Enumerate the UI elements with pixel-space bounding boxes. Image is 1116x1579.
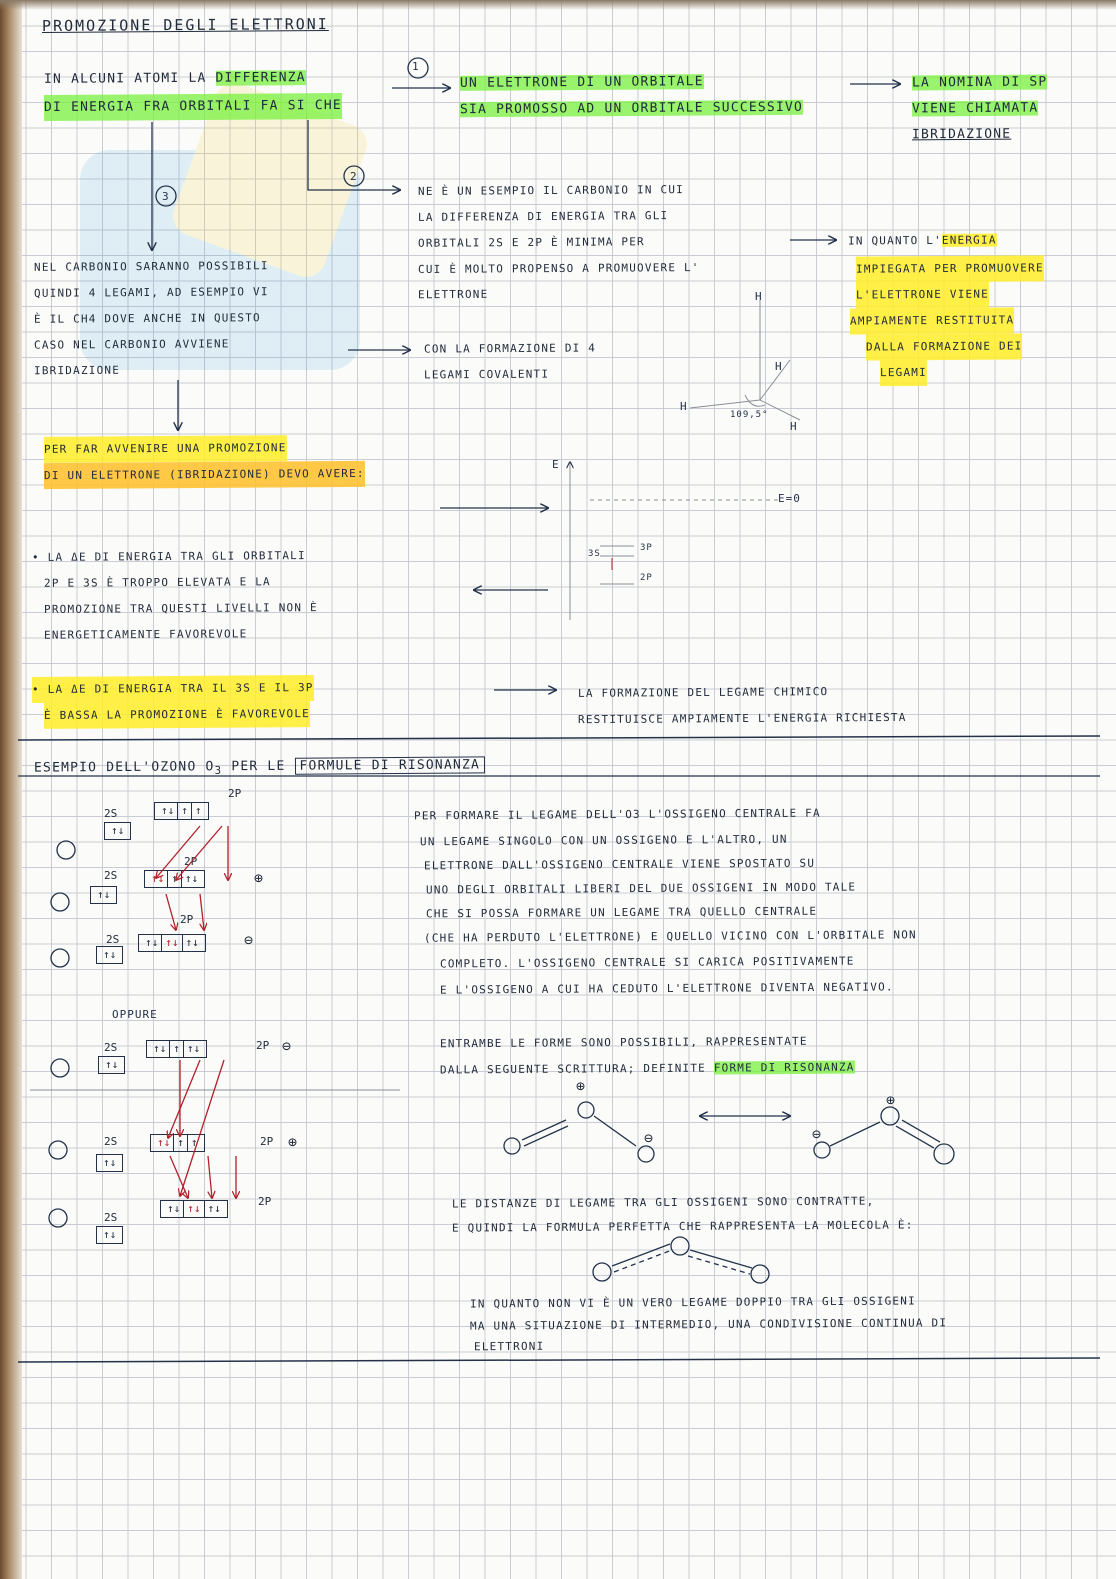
orbital-2s-box-b xyxy=(90,886,117,904)
promoted-line-1 xyxy=(460,69,704,97)
named-line-1 xyxy=(912,70,1048,97)
bottom-divider xyxy=(18,1358,1100,1362)
carbon-line-1: NE È UN ESEMPIO IL CARBONIO IN CUI xyxy=(417,183,685,198)
bonds-line-5: IBRIDAZIONE xyxy=(33,363,121,378)
orbital-2s-pair-c: ↑↓ xyxy=(103,948,117,961)
axis-e0-label: E=0 xyxy=(778,492,801,505)
resonance-b-minus-icon: ⊖ xyxy=(812,1125,822,1143)
orbital-2s-pair-a: ↑↓ xyxy=(111,824,125,837)
named-line-3: IBRIDAZIONE xyxy=(911,126,1012,143)
level-3p-label: 3P xyxy=(640,543,653,553)
orbital-2p-box-f xyxy=(160,1200,228,1218)
oxygen-atom-1-circle xyxy=(57,841,75,859)
orbital-2s-pair-d: ↑↓ xyxy=(105,1058,119,1071)
intro-line-1 xyxy=(44,65,306,93)
energy-line-5: DALLA FORMAZIONE DEI xyxy=(866,333,1023,360)
ozone-p4-line-3: ELETTRONI xyxy=(473,1339,545,1354)
bonds-line-3: È IL CH4 DOVE ANCHE IN QUESTO xyxy=(33,311,261,326)
bonds-line-1: NEL CARBONIO SARANNO POSSIBILI xyxy=(33,259,269,274)
ozone-p1-line-3: ELETTRONE DALL'OSSIGENO CENTRALE VIENE SPOSTATO SU xyxy=(423,856,816,873)
orbital-2p-b-2: ↑ xyxy=(167,871,181,887)
ozone-p1-line-1: PER FORMARE IL LEGAME DELL'O3 L'OSSIGENO CENTRALE FA xyxy=(413,806,821,823)
orbital-2p-label-e: 2P xyxy=(260,1135,274,1148)
oxygen-atom-2-circle xyxy=(51,893,69,911)
energy-diagram xyxy=(570,462,780,620)
orbital-2p-f-2: ↑↓ xyxy=(183,1201,203,1217)
plus-charge-icon: ⊕ xyxy=(254,869,264,887)
ch4-sketch xyxy=(690,300,800,420)
carbon-line-4: CUI È MOLTO PROPENSO A PROMUOVERE L' xyxy=(417,261,700,276)
ozone-heading xyxy=(34,752,485,785)
named-line-2 xyxy=(912,96,1039,123)
energy-line-1-pre: IN QUANTO L' xyxy=(847,233,942,248)
ozone-p4-line-2: MA UNA SITUAZIONE DI INTERMEDIO, UNA CONDIVISIONE CONTINUA DI xyxy=(469,1316,948,1333)
orbital-2s-box-c xyxy=(96,946,123,964)
ozone-p1-line-2: UN LEGAME SINGOLO CON UN OSSIGENO E L'ALTRO, UN xyxy=(419,832,788,849)
bullet-1-line-4: ENERGETICAMENTE FAVOREVOLE xyxy=(43,627,248,642)
step-1-number: 1 xyxy=(412,60,420,73)
ch4-h-left: H xyxy=(680,400,688,413)
section-divider xyxy=(18,736,1100,740)
ozone-p4-line-1: IN QUANTO NON VI È UN VERO LEGAME DOPPIO TRA GLI OSSIGENI xyxy=(469,1294,916,1311)
minus-charge-icon: ⊖ xyxy=(244,931,254,949)
orbital-2p-d-2: ↑ xyxy=(169,1041,183,1057)
ch4-h-upper-right: H xyxy=(775,360,783,373)
promoted-line-2 xyxy=(460,95,803,123)
covalent-line-2: LEGAMI COVALENTI xyxy=(423,367,550,382)
ozone-heading-pre: ESEMPIO DELL'OZONO O xyxy=(33,759,215,776)
orbital-2s-label-e: 2S xyxy=(104,1135,118,1148)
plus-charge-icon-e: ⊕ xyxy=(288,1133,298,1151)
level-3s-label: 3S xyxy=(588,549,601,559)
orbital-2p-label-f: 2P xyxy=(258,1195,272,1208)
resonance-b-plus-icon: ⊕ xyxy=(886,1091,896,1109)
orbital-2p-c-3: ↑↓ xyxy=(182,935,202,951)
ozone-p1-line-4: UNO DEGLI ORBITALI LIBERI DEL DUE OSSIGENI IN MODO TALE xyxy=(425,880,857,897)
oppure-label: OPPURE xyxy=(112,1008,158,1021)
ozone-p2-line-1: ENTRAMBE LE FORME SONO POSSIBILI, RAPPRESENTATE xyxy=(439,1034,808,1051)
minus-charge-icon-d: ⊖ xyxy=(282,1037,292,1055)
orbital-2s-label-a: 2S xyxy=(104,807,118,820)
ozone-p2-line-2-pre: DALLA SEGUENTE SCRITTURA; DEFINITE xyxy=(439,1061,714,1077)
orbital-2s-box-d xyxy=(98,1056,125,1074)
intro-highlight: DIFFERENZA xyxy=(215,70,306,86)
orbital-2p-box-c xyxy=(138,934,206,952)
orbital-2s-box-a xyxy=(104,822,131,840)
page-title: PROMOZIONE DEGLI ELETTRONI xyxy=(41,14,329,36)
orbital-2p-label-a: 2P xyxy=(228,787,242,800)
resonance-a-plus-icon: ⊕ xyxy=(576,1077,586,1095)
bullet-1-line-3: PROMOZIONE TRA QUESTI LIVELLI NON È xyxy=(43,601,318,616)
intro-line-2: DI ENERGIA FRA ORBITALI FA SI CHE xyxy=(44,93,342,121)
ozone-p3-line-1: LE DISTANZE DI LEGAME TRA GLI OSSIGENI SONO CONTRATTE, xyxy=(451,1194,875,1211)
step-3-number: 3 xyxy=(162,190,170,203)
orbital-2p-a-1: ↑↓ xyxy=(161,804,175,817)
orbital-2p-b-1: ↑↓ xyxy=(151,872,165,885)
orbital-2s-pair-b: ↑↓ xyxy=(97,888,111,901)
orbital-2p-d-3: ↑↓ xyxy=(183,1041,203,1057)
ozone-p1-line-8: E L'OSSIGENO A CUI HA CEDUTO L'ELETTRONE DIVENTA NEGATIVO. xyxy=(439,980,894,997)
named-line-1-text: LA NOMINA DI SP xyxy=(911,74,1048,91)
orbital-2p-box-b xyxy=(144,870,205,888)
step-2-number: 2 xyxy=(350,170,358,183)
promoted-line-1-text: UN ELETTRONE DI UN ORBITALE xyxy=(459,74,704,91)
orbital-2p-b-3: ↑↓ xyxy=(181,871,201,887)
oxygen-atom-6-circle xyxy=(49,1209,67,1227)
ozone-p2-line-2 xyxy=(440,1055,855,1084)
orbital-2s-pair-f: ↑↓ xyxy=(103,1228,117,1241)
ozone-p1-line-6: (CHE HA PERDUTO L'ELETTRONE) E QUELLO VICINO CON L'ORBITALE NON xyxy=(423,928,917,945)
ch4-h-right: H xyxy=(790,420,798,433)
orbital-2p-c-1: ↑↓ xyxy=(145,936,159,949)
level-2p-label: 2P xyxy=(640,573,653,583)
bonds-line-2: QUINDI 4 LEGAMI, AD ESEMPIO VI xyxy=(33,285,269,300)
condition-line-2: DI UN ELETTRONE (IBRIDAZIONE) DEVO AVERE: xyxy=(44,461,365,489)
carbon-line-5: ELETTRONE xyxy=(417,287,489,302)
covalent-line-1: CON LA FORMAZIONE DI 4 xyxy=(423,341,597,356)
oxygen-atom-3-circle xyxy=(51,949,69,967)
ozone-heading-sub: 3 xyxy=(214,763,223,777)
axis-e-label: E xyxy=(552,458,560,471)
orbital-2p-box-d xyxy=(146,1040,207,1058)
oxygen-atom-5-circle xyxy=(49,1141,67,1159)
carbon-line-3: ORBITALI 2S E 2P È MINIMA PER xyxy=(417,235,645,250)
orbital-2p-box-e xyxy=(150,1134,205,1152)
orbital-2p-a-2: ↑ xyxy=(177,803,191,819)
ozone-p1-line-7: COMPLETO. L'OSSIGENO CENTRALE SI CARICA POSITIVAMENTE xyxy=(439,954,855,971)
bullet-2-result-line-1: LA FORMAZIONE DEL LEGAME CHIMICO xyxy=(577,685,829,700)
orbital-2s-box-e xyxy=(96,1154,123,1172)
orbital-2p-box-a xyxy=(154,802,209,820)
bullet-2-result-line-2: RESTITUISCE AMPIAMENTE L'ENERGIA RICHIESTA xyxy=(577,710,907,727)
orbital-2p-label-b: 2P xyxy=(184,855,198,868)
orbital-2p-a-3: ↑ xyxy=(191,803,205,819)
energy-line-2: IMPIEGATA PER PROMUOVERE xyxy=(856,255,1044,282)
energy-line-3: L'ELETTRONE VIENE xyxy=(856,282,989,309)
energy-line-1 xyxy=(848,227,997,254)
bonds-line-4: CASO NEL CARBONIO AVVIENE xyxy=(33,337,230,352)
ch4-angle-label: 109,5° xyxy=(730,410,769,420)
named-line-2-text: VIENE CHIAMATA xyxy=(911,100,1039,117)
bullet-2-line-1: • LA ΔE DI ENERGIA TRA IL 3S E IL 3P xyxy=(32,675,314,703)
condition-line-1: PER FAR AVVENIRE UNA PROMOZIONE xyxy=(44,435,287,463)
orbital-2p-e-3: ↑ xyxy=(187,1135,201,1151)
bullet-2-line-2: È BASSA LA PROMOZIONE È FAVOREVOLE xyxy=(44,701,310,729)
intro-line-1-pre: IN ALCUNI ATOMI LA xyxy=(43,70,216,87)
ozone-heading-boxed: FORMULE DI RISONANZA xyxy=(294,756,485,774)
oxygen-atom-4-circle xyxy=(51,1059,69,1077)
orbital-2p-e-2: ↑ xyxy=(173,1135,187,1151)
energy-line-6: LEGAMI xyxy=(880,360,927,386)
orbital-2s-box-f xyxy=(96,1226,123,1244)
orbital-2s-label-f: 2S xyxy=(104,1211,118,1224)
ozone-heading-mid: PER LE xyxy=(231,758,286,775)
carbon-line-2: LA DIFFERENZA DI ENERGIA TRA GLI xyxy=(417,209,669,224)
orbital-2p-f-3: ↑↓ xyxy=(204,1201,224,1217)
orbital-2p-d-1: ↑↓ xyxy=(153,1042,167,1055)
orbital-2s-pair-e: ↑↓ xyxy=(103,1156,117,1169)
orbital-2p-e-1: ↑↓ xyxy=(157,1136,171,1149)
ch4-h-top: H xyxy=(755,290,763,303)
orbital-2p-c-2: ↑↓ xyxy=(161,935,181,951)
ozone-p1-line-5: CHE SI POSSA FORMARE UN LEGAME TRA QUELLO CENTRALE xyxy=(425,904,818,921)
orbital-2s-label-c: 2S xyxy=(106,933,120,946)
promoted-line-2-text: SIA PROMOSSO AD UN ORBITALE SUCCESSIVO xyxy=(459,99,804,118)
bullet-1-line-2: 2P E 3S È TROPPO ELEVATA E LA xyxy=(43,575,271,590)
ozone-p3-line-2: E QUINDI LA FORMULA PERFETTA CHE RAPPRESENTA LA MOLECOLA È: xyxy=(451,1218,914,1235)
bullet-1-line-1: • LA ΔE DI ENERGIA TRA GLI ORBITALI xyxy=(31,549,306,564)
energy-line-4: AMPIAMENTE RESTITUITA xyxy=(850,307,1014,334)
energy-line-1-highlight: ENERGIA xyxy=(941,233,997,247)
orbital-2s-label-b: 2S xyxy=(104,869,118,882)
orbital-2p-f-1: ↑↓ xyxy=(167,1202,181,1215)
orbital-2s-label-d: 2S xyxy=(104,1041,118,1054)
orbital-2p-label-c: 2P xyxy=(180,913,194,926)
orbital-2p-label-d: 2P xyxy=(256,1039,270,1052)
resonance-forms-highlight: FORME DI RISONANZA xyxy=(713,1060,855,1075)
resonance-a-minus-icon: ⊖ xyxy=(644,1129,654,1147)
